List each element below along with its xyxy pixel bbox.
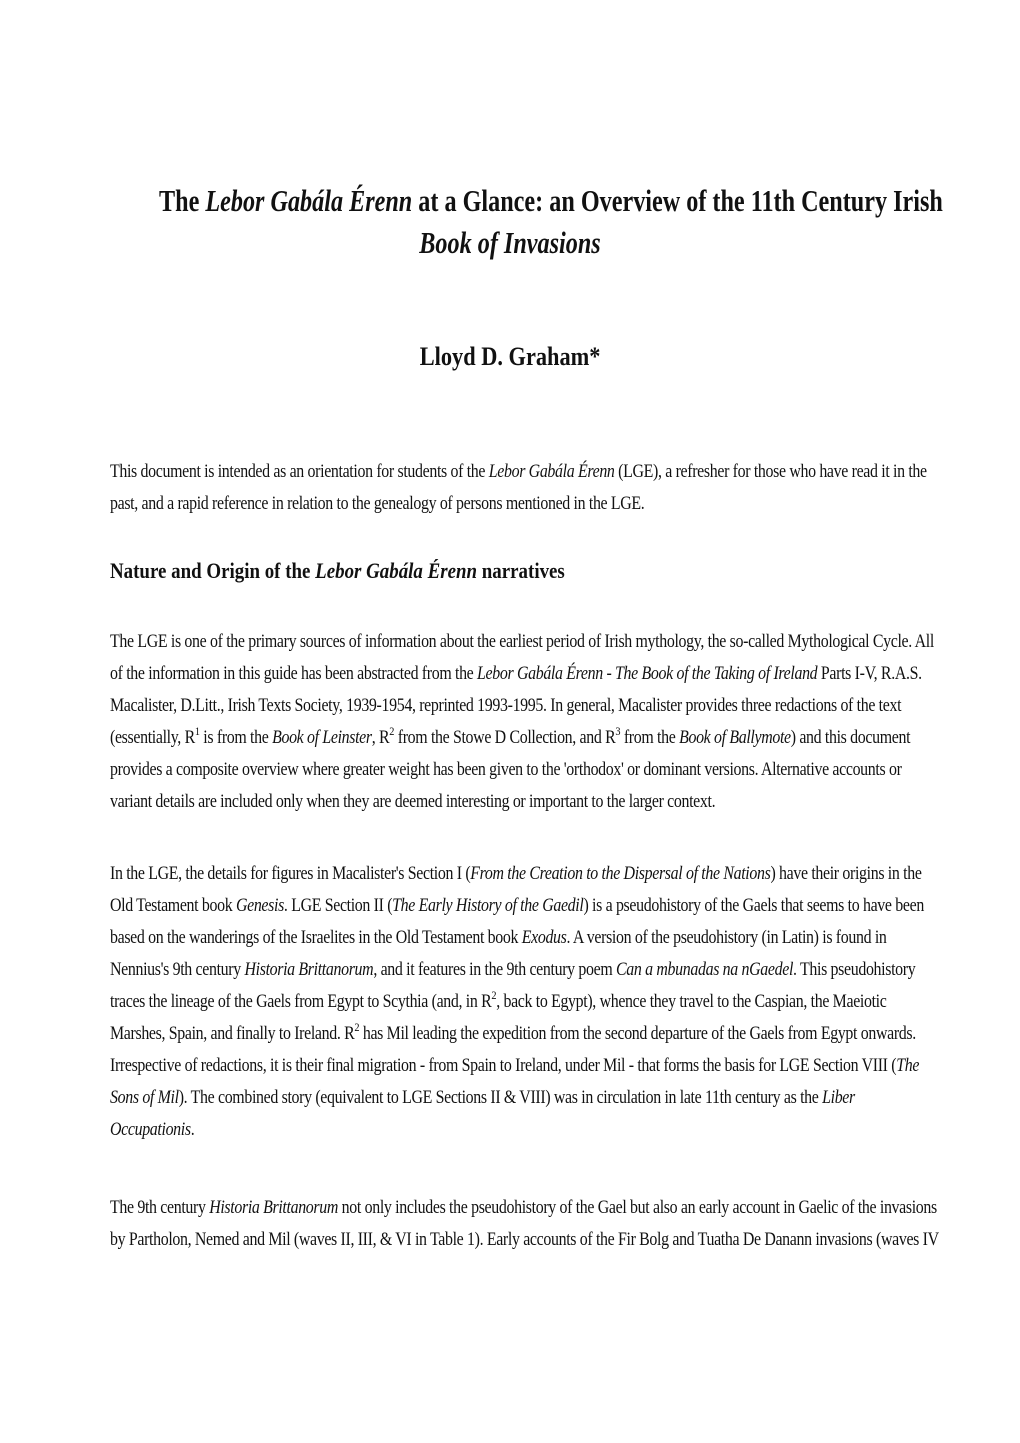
text-run: . xyxy=(190,1120,195,1140)
text-line xyxy=(110,786,910,818)
superscript: 2 xyxy=(389,724,395,738)
text-line xyxy=(110,858,922,890)
line-content xyxy=(110,922,887,954)
italic-run: Sons of Mil xyxy=(110,1088,179,1108)
text-line xyxy=(110,626,934,658)
text-run: is from the xyxy=(199,728,273,748)
italic-run: Book of Leinster xyxy=(272,728,372,748)
text-line xyxy=(110,1050,920,1082)
text-run: ) have their origins in the xyxy=(770,864,922,884)
title-line-1 xyxy=(159,180,943,222)
text-run: ). The combined story (equivalent to LGE Sections II & VIII) was in circulation in late 11th century as the xyxy=(178,1088,823,1108)
text-line xyxy=(110,1224,939,1256)
text-line xyxy=(110,986,910,1018)
text-run: ) and this document xyxy=(790,728,911,748)
line-content: provides a composite overview where greater weight has been given to the 'orthodox' or dominant versions. Alternative accounts or xyxy=(110,760,902,780)
paragraph-1 xyxy=(110,626,934,818)
italic-run: Historia Brittanorum xyxy=(244,960,374,980)
text-line xyxy=(110,722,910,754)
title-text: The xyxy=(159,183,206,218)
line-content xyxy=(110,1192,937,1224)
line-content xyxy=(110,1050,919,1082)
title-text: at a Glance: an Overview of the 11th Century Irish xyxy=(412,183,943,218)
line-content xyxy=(110,890,924,922)
text-run: (essentially, R xyxy=(110,728,195,748)
section-heading xyxy=(110,558,639,584)
text-run: This document is intended as an orientation for students of the xyxy=(110,462,489,482)
text-line xyxy=(110,690,910,722)
text-run: based on the wanderings of the Israelites in the Old Testament book xyxy=(110,928,522,948)
heading-text: Nature and Origin of the xyxy=(110,558,316,583)
text-run: . A version of the pseudohistory (in Latin) is found in xyxy=(566,928,887,948)
line-content xyxy=(110,456,927,488)
heading-content xyxy=(110,558,565,584)
text-run: of the information in this guide has been abstracted from the xyxy=(110,664,478,684)
italic-run: Book of Ballymote xyxy=(679,728,791,748)
text-run: Irrespective of redactions, it is their final migration - from Spain to Ireland, under Mil - that forms the basis for LGE Section VIII ( xyxy=(110,1056,897,1076)
superscript: 1 xyxy=(194,724,200,738)
text-line xyxy=(110,1082,910,1114)
superscript: 2 xyxy=(491,988,497,1002)
line-content: The LGE is one of the primary sources of information about the earliest period of Irish mythology, the so-called Mythological Cycle. All xyxy=(110,632,934,652)
text-line xyxy=(110,488,910,520)
line-content: Macalister, D.Litt., Irish Texts Society, 1939-1954, reprinted 1993-1995. In general, Macalister provides three redactions of the text xyxy=(110,696,902,716)
heading-text: narratives xyxy=(477,558,565,583)
text-run: In the LGE, the details for figures in Macalister's Section I ( xyxy=(110,864,471,884)
title-italic: Lebor Gabála Érenn xyxy=(205,183,413,218)
text-run: not only includes the pseudohistory of the Gael but also an early account in Gaelic of the invasions xyxy=(338,1198,937,1218)
line-content xyxy=(110,658,922,690)
line-content: by Partholon, Nemed and Mil (waves II, III, & VI in Table 1). Early accounts of the Fir Bolg and Tuatha De Danann invasions (waves IV xyxy=(110,1230,939,1250)
line-content: variant details are included only when they are deemed interesting or important to the larger context. xyxy=(110,792,716,812)
line-content xyxy=(110,722,910,754)
document-title xyxy=(159,180,943,264)
paragraph-3 xyxy=(110,1192,939,1256)
title-line-2 xyxy=(159,222,861,264)
author-name xyxy=(0,342,1020,372)
text-run: Nennius's 9th century xyxy=(110,960,245,980)
text-line xyxy=(110,1018,916,1050)
line-content: past, and a rapid reference in relation to the genealogy of persons mentioned in the LGE. xyxy=(110,494,645,514)
author-text: Lloyd D. Graham* xyxy=(419,342,601,371)
italic-run: Lebor Gabála Érenn xyxy=(488,462,615,482)
italic-run: From the Creation to the Dispersal of the Nations xyxy=(470,864,771,884)
line-content xyxy=(110,954,915,986)
text-run: (LGE), a refresher for those who have read it in the xyxy=(614,462,927,482)
paragraph-2 xyxy=(110,858,924,1146)
text-line xyxy=(110,890,924,922)
text-run: Parts I-V, R.A.S. xyxy=(817,664,922,684)
italic-run: Liber xyxy=(822,1088,855,1108)
italic-run: Occupationis xyxy=(110,1120,191,1140)
text-run: The 9th century xyxy=(110,1198,210,1218)
heading-italic: Lebor Gabála Érenn xyxy=(315,558,478,583)
text-line xyxy=(110,658,922,690)
intro-paragraph xyxy=(110,456,927,520)
line-content xyxy=(110,858,922,890)
text-line xyxy=(110,754,910,786)
text-run: Marshes, Spain, and finally to Ireland. R xyxy=(110,1024,355,1044)
text-run: Old Testament book xyxy=(110,896,236,916)
line-content xyxy=(110,1114,194,1146)
line-content xyxy=(110,1018,916,1050)
text-run: from the xyxy=(620,728,680,748)
italic-run: Lebor Gabála Érenn - The Book of the Taking of Ireland xyxy=(477,664,818,684)
text-line xyxy=(110,456,927,488)
text-run: , and it features in the 9th century poem xyxy=(373,960,617,980)
italic-run: Historia Brittanorum xyxy=(209,1198,339,1218)
text-run: ) is a pseudohistory of the Gaels that seems to have been xyxy=(583,896,924,916)
line-content xyxy=(110,1082,855,1114)
text-run: . This pseudohistory xyxy=(793,960,916,980)
text-line xyxy=(110,1192,937,1224)
italic-run: Can a mbunadas na nGaedel xyxy=(616,960,794,980)
italic-run: Genesis xyxy=(235,896,284,916)
text-run: traces the lineage of the Gaels from Egypt to Scythia (and, in R xyxy=(110,992,492,1012)
text-run: has Mil leading the expedition from the second departure of the Gaels from Egypt onwards. xyxy=(359,1024,916,1044)
superscript: 2 xyxy=(354,1020,360,1034)
text-line xyxy=(110,1114,910,1146)
italic-run: The xyxy=(896,1056,920,1076)
title-italic: Book of Invasions xyxy=(419,225,601,260)
line-content xyxy=(110,986,886,1018)
text-line xyxy=(110,922,910,954)
text-line xyxy=(110,954,916,986)
text-run: . LGE Section II ( xyxy=(283,896,393,916)
italic-run: Exodus xyxy=(521,928,567,948)
text-run: , R xyxy=(371,728,390,748)
text-run: from the Stowe D Collection, and R xyxy=(394,728,616,748)
text-run: , back to Egypt), whence they travel to the Caspian, the Maeiotic xyxy=(496,992,887,1012)
italic-run: The Early History of the Gaedil xyxy=(392,896,584,916)
superscript: 3 xyxy=(615,724,621,738)
